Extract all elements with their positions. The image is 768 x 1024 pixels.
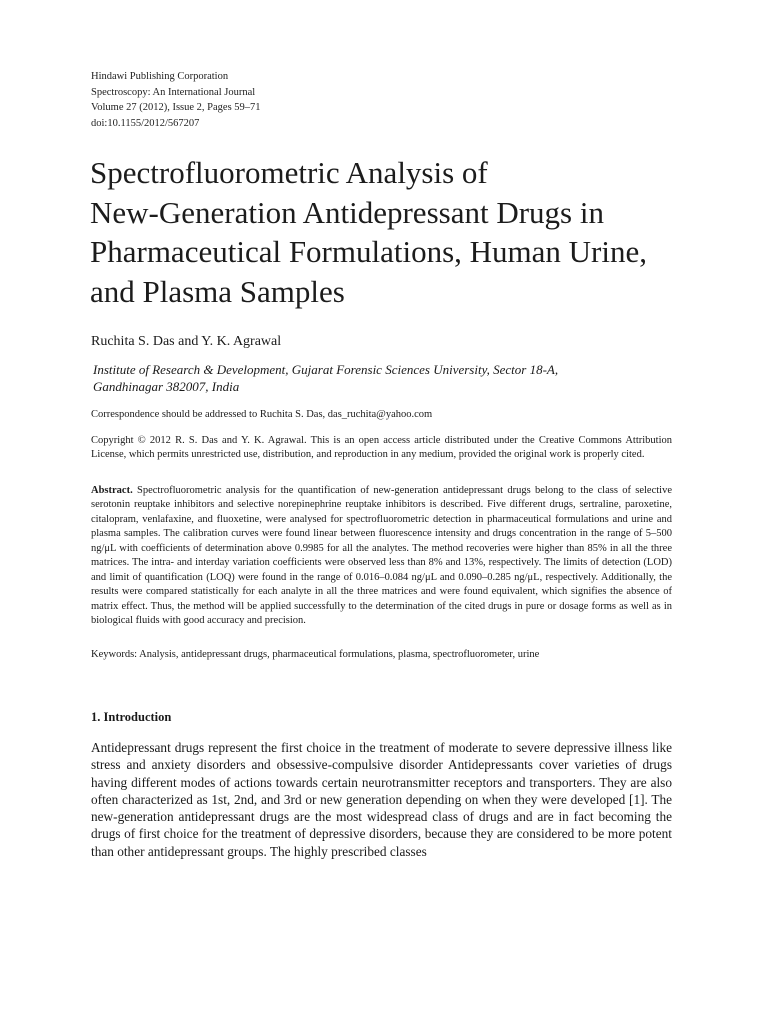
abstract: [91, 484, 672, 629]
correspondence: Correspondence should be addressed to Ruchita S. Das, das_ruchita@yahoo.com: [91, 409, 433, 420]
authors: Ruchita S. Das and Y. K. Agrawal: [91, 334, 282, 349]
journal-header: [91, 69, 261, 131]
affiliation-line: Gandhinagar 382007, India: [93, 378, 240, 394]
title-line: New-Generation Antidepressant Drugs in: [90, 194, 604, 230]
abstract-label: Abstract.: [91, 485, 133, 496]
affiliation: [93, 362, 558, 395]
publisher-line: Hindawi Publishing Corporation: [91, 71, 229, 82]
title-line: Spectrofluorometric Analysis of: [90, 155, 488, 190]
keywords: Keywords: Analysis, antidepressant drugs, pharmaceutical formulations, plasma, spectrofluorometer, urine: [91, 649, 540, 660]
affiliation-line: Institute of Research & Development, Gujarat Forensic Sciences University, Sector 18-A,: [93, 362, 559, 377]
abstract-text: Spectrofluorometric analysis for the quantification of new-generation antidepressant drugs belong to the class of selective serotonin reuptake inhibitors and selective norepinephrine reuptake inhibitors is described. Five different drugs, sertraline, paroxetine, citalopram, venlafaxine, and fluoxetine, were analysed for spectrofluorometric detection in pharmaceutical formulations and urine and plasma samples. The calibration curves were found linear between fluorescence intensity and drugs concentration in the range of 5–500 ng/μL with coefficients of determination above 0.9985 for all the analytes. The method recoveries were higher than 85% in all the three matrices. The intra- and interday variation coefficients were observed less than 8% and 13%, respectively. The limits of detection (LOD) and limit of quantification (LOQ) were found in the range of 0.016–0.084 ng/μL and 0.090–0.285 ng/μL, respectively. Additionally, the results were compared statistically for each analyte in all the three matrices and were found equivalent, which signifies the absence of matrix effect. Thus, the method will be applied successfully to the determination of the cited drugs in pure or dosage forms as well as in biological fluids with good accuracy and precision.: [91, 485, 673, 627]
paper-title: [90, 153, 730, 311]
copyright-notice: Copyright © 2012 R. S. Das and Y. K. Agrawal. This is an open access article distributed under the Creative Commons Attribution License, which permits unrestricted use, distribution, and reproduction in any medium, provided the original work is properly cited.: [91, 435, 672, 460]
title-line: and Plasma Samples: [90, 273, 345, 309]
journal-line: Spectroscopy: An International Journal: [91, 86, 256, 98]
volume-line: Volume 27 (2012), Issue 2, Pages 59–71: [91, 102, 261, 113]
title-line: Pharmaceutical Formulations, Human Urine,: [90, 234, 648, 269]
section-heading-introduction: 1. Introduction: [91, 710, 172, 724]
introduction-paragraph: Antidepressant drugs represent the first choice in the treatment of moderate to severe depressive illness like stress and anxiety disorders and obsessive-compulsive disorder Antidepressants cover varieties of drugs having different modes of actions towards certain neurotransmitter receptors and transporters. They are also often characterized as 1st, 2nd, and 3rd or new generation depending on when they were developed [1]. The new-generation antidepressant drugs are the most widespread class of drugs and are in fact becoming the drugs of first choice for the treatment of depressive disorders, because they are considered to be more potent than other antidepressant groups. The highly prescribed classes: [91, 740, 672, 859]
doi-line: doi:10.1155/2012/567207: [91, 117, 200, 129]
